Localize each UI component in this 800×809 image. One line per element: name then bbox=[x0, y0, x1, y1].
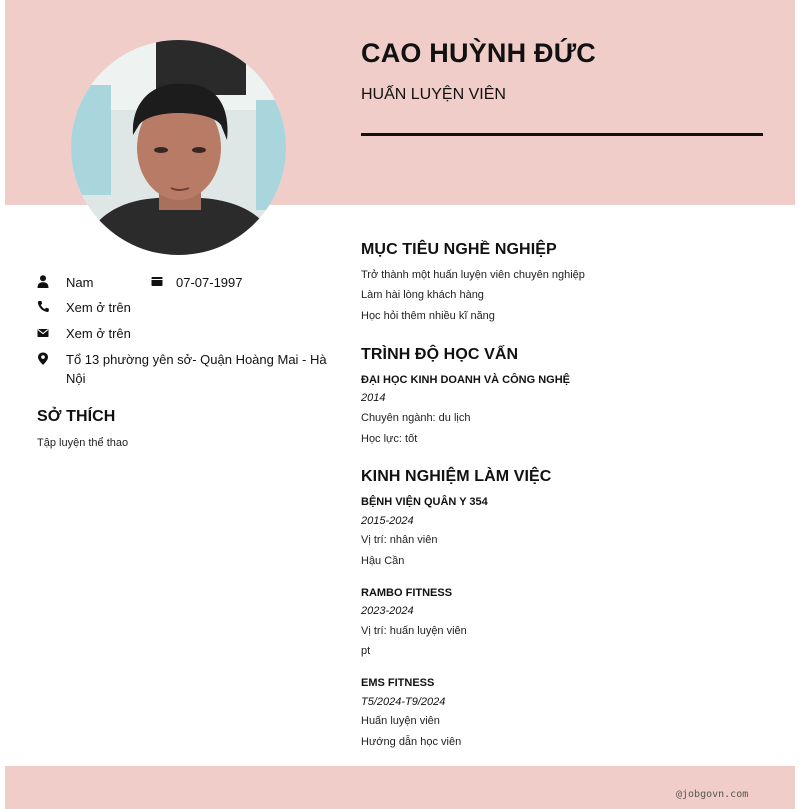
gender-value: Nam bbox=[66, 275, 94, 290]
gender-row bbox=[37, 273, 93, 292]
footer-band bbox=[5, 766, 795, 809]
objective-line: Học hỏi thêm nhiều kĩ năng bbox=[361, 310, 495, 322]
footer-watermark: @jobgovn.com bbox=[676, 789, 749, 800]
objective-heading: MỤC TIÊU NGHỀ NGHIỆP bbox=[361, 241, 557, 258]
education-year: 2014 bbox=[361, 392, 386, 404]
hobby-item: Tập luyện thể thao bbox=[37, 437, 129, 449]
email-row bbox=[37, 324, 131, 343]
candidate-name: CAO HUỲNH ĐỨC bbox=[361, 38, 597, 68]
hobbies-heading: SỞ THÍCH bbox=[37, 408, 116, 425]
job-line: pt bbox=[361, 645, 371, 657]
birthday-value: 07-07-1997 bbox=[176, 275, 243, 290]
job-line: Hướng dẫn học viên bbox=[361, 736, 462, 748]
phone-icon bbox=[37, 298, 66, 313]
job-line: Hậu Cần bbox=[361, 555, 405, 567]
experience-heading: KINH NGHIỆM LÀM VIỆC bbox=[361, 468, 552, 485]
address-row bbox=[37, 350, 327, 388]
person-icon bbox=[37, 273, 66, 288]
location-pin-icon bbox=[37, 350, 66, 365]
job-line: Vị trí: huấn luyện viên bbox=[361, 625, 467, 637]
job-period: 2023-2024 bbox=[361, 605, 414, 617]
job-period: 2015-2024 bbox=[361, 515, 414, 527]
birthday-row bbox=[151, 273, 243, 292]
education-school: ĐẠI HỌC KINH DOANH VÀ CÔNG NGHỆ bbox=[361, 374, 571, 386]
job-org: RAMBO FITNESS bbox=[361, 587, 453, 599]
calendar-icon bbox=[151, 273, 176, 288]
mail-icon bbox=[37, 324, 66, 339]
address-value: Tổ 13 phường yên sở- Quận Hoàng Mai - Hà Nội bbox=[66, 352, 327, 386]
phone-row bbox=[37, 298, 131, 317]
job-org: BỆNH VIỆN QUÂN Y 354 bbox=[361, 496, 488, 508]
education-line: Chuyên ngành: du lịch bbox=[361, 412, 471, 424]
job-line: Huấn luyện viên bbox=[361, 715, 440, 727]
objective-line: Làm hài lòng khách hàng bbox=[361, 289, 484, 301]
education-line: Học lực: tốt bbox=[361, 433, 418, 445]
email-value: Xem ở trên bbox=[66, 326, 131, 341]
objective-line: Trở thành một huấn luyện viên chuyên nghiệp bbox=[361, 269, 585, 281]
job-org: EMS FITNESS bbox=[361, 677, 435, 689]
education-heading: TRÌNH ĐỘ HỌC VẤN bbox=[361, 346, 519, 363]
header-divider bbox=[361, 133, 763, 136]
candidate-title: HUẤN LUYỆN VIÊN bbox=[361, 86, 506, 103]
profile-photo bbox=[71, 40, 286, 255]
phone-value: Xem ở trên bbox=[66, 300, 131, 315]
job-period: T5/2024-T9/2024 bbox=[361, 696, 446, 708]
job-line: Vị trí: nhân viên bbox=[361, 534, 438, 546]
